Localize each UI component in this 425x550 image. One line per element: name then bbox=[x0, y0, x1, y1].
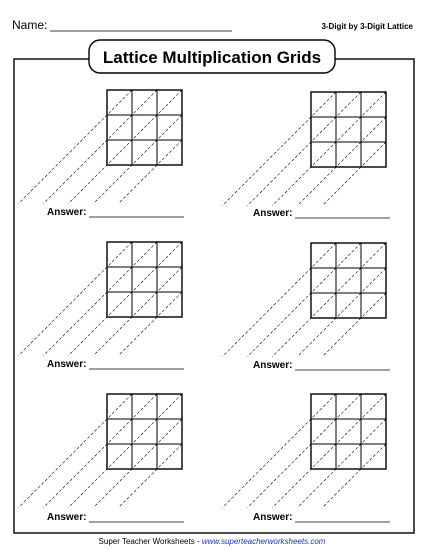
worksheet-border bbox=[14, 59, 414, 533]
answer-label: Answer: bbox=[47, 359, 87, 370]
diagonal-guide-line bbox=[323, 444, 387, 508]
page-title: Lattice Multiplication Grids bbox=[102, 48, 322, 67]
answer-label: Answer: bbox=[253, 208, 293, 219]
lattice-problem bbox=[223, 243, 391, 371]
diagonal-guide-line bbox=[223, 92, 337, 206]
diagonal-guide-line bbox=[248, 394, 362, 508]
diagonal-guide-line bbox=[19, 242, 133, 356]
footer-separator: - bbox=[194, 537, 202, 546]
lattice-problem bbox=[223, 92, 391, 219]
diagonal-guide-line bbox=[69, 242, 183, 356]
diagonal-guide-line bbox=[248, 243, 362, 357]
diagonal-guide-line bbox=[44, 394, 158, 508]
footer-url[interactable]: www.superteacherworksheets.com bbox=[201, 537, 326, 546]
diagonal-guide-line bbox=[323, 142, 387, 206]
diagonal-guide-line bbox=[44, 90, 158, 204]
diagonal-guide-line bbox=[323, 293, 387, 357]
diagonal-guide-line bbox=[248, 92, 362, 206]
diagonal-guide-line bbox=[119, 444, 183, 508]
problem-set bbox=[19, 90, 391, 523]
footer-publisher: Super Teacher Worksheets bbox=[98, 537, 195, 546]
lattice-problem bbox=[19, 242, 185, 370]
diagonal-guide-line bbox=[223, 394, 337, 508]
lattice-problem bbox=[19, 394, 185, 523]
answer-label: Answer: bbox=[253, 512, 293, 523]
diagonal-guide-line bbox=[69, 394, 183, 508]
name-label: Name: bbox=[12, 18, 48, 32]
diagonal-guide-line bbox=[19, 90, 133, 204]
lattice-problem bbox=[223, 394, 391, 523]
diagonal-guide-line bbox=[19, 394, 133, 508]
diagonal-guide-line bbox=[223, 243, 337, 357]
worksheet-type: 3-Digit by 3-Digit Lattice bbox=[321, 22, 413, 31]
diagonal-guide-line bbox=[273, 394, 387, 508]
diagonal-guide-line bbox=[119, 140, 183, 204]
diagonal-guide-line bbox=[273, 92, 387, 206]
diagonal-guide-line bbox=[119, 292, 183, 356]
lattice-problem bbox=[19, 90, 185, 218]
footer-credit bbox=[99, 537, 326, 546]
answer-label: Answer: bbox=[253, 360, 293, 371]
diagonal-guide-line bbox=[44, 242, 158, 356]
diagonal-guide-line bbox=[273, 243, 387, 357]
diagonal-guide-line bbox=[69, 90, 183, 204]
answer-label: Answer: bbox=[47, 207, 87, 218]
answer-label: Answer: bbox=[47, 512, 87, 523]
